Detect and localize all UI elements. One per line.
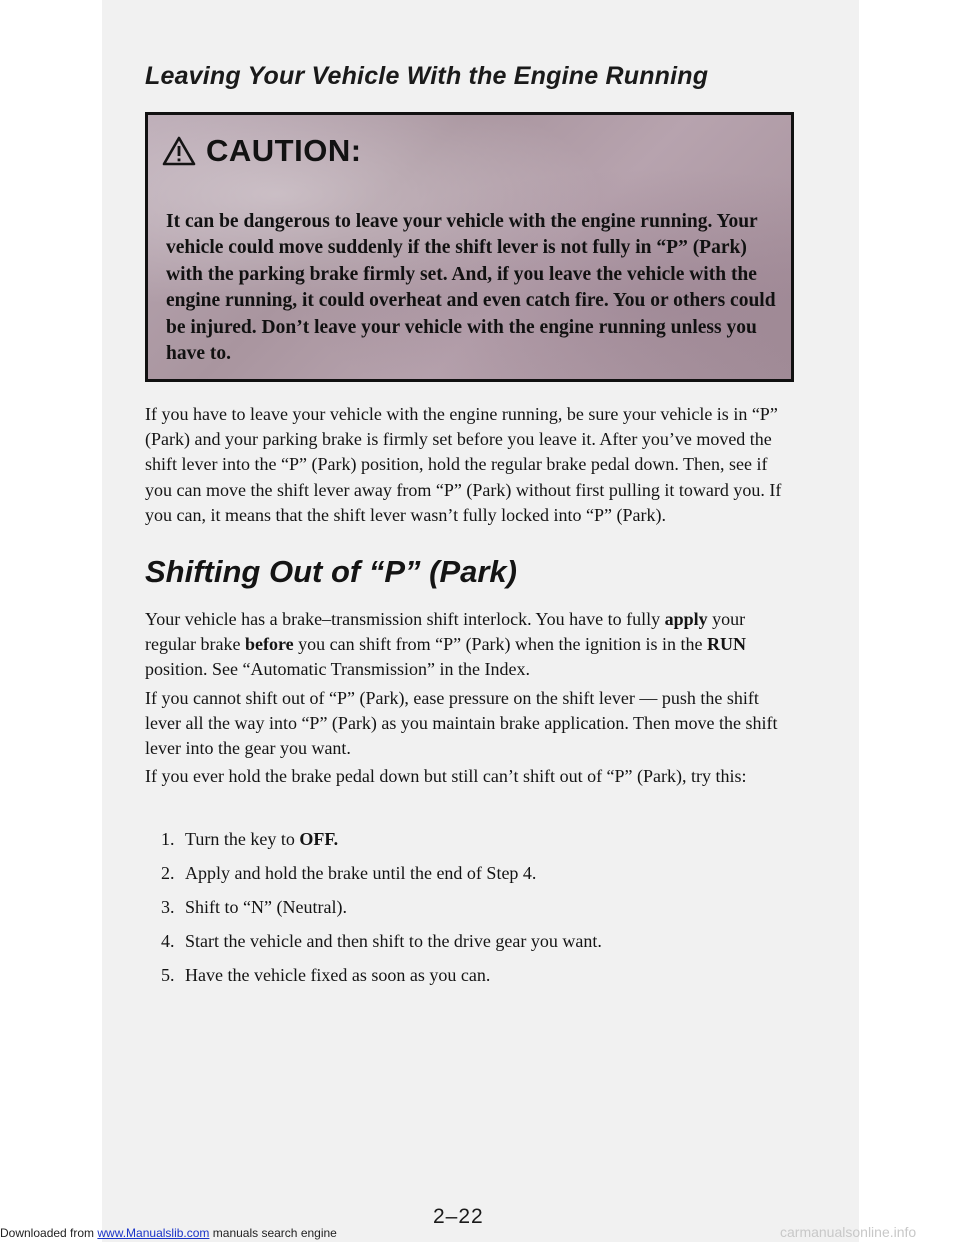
section2-paragraph-2: If you cannot shift out of “P” (Park), ease pressure on the shift lever — push the shift lever all the way into “P” (Park) as you maintain brake application. Then move the shift lever into the gear you want. bbox=[145, 688, 778, 759]
caution-title: CAUTION: bbox=[206, 133, 362, 168]
footer-text: manuals search engine bbox=[209, 1226, 337, 1240]
download-footer bbox=[0, 1226, 337, 1240]
bold-term-apply: apply bbox=[664, 609, 708, 629]
step-number: 4. bbox=[161, 931, 175, 951]
list-item bbox=[161, 930, 602, 964]
step-text: Apply and hold the brake until the end of Step 4. bbox=[185, 863, 537, 883]
step-number: 5. bbox=[161, 965, 175, 985]
steps-list bbox=[161, 828, 602, 998]
warning-triangle-icon bbox=[162, 136, 196, 166]
section-heading-leaving-vehicle: Leaving Your Vehicle With the Engine Running bbox=[145, 62, 709, 90]
watermark: carmanualsonline.info bbox=[780, 1224, 917, 1240]
step-number: 2. bbox=[161, 863, 175, 883]
list-item bbox=[161, 828, 602, 862]
paragraph-text: your regular brake bbox=[145, 609, 746, 655]
footer-text: Downloaded from bbox=[0, 1226, 98, 1240]
step-bold-text: OFF. bbox=[299, 829, 339, 849]
list-item bbox=[161, 862, 602, 896]
manualslib-link[interactable]: www.Manualslib.com bbox=[97, 1226, 210, 1240]
step-text: Have the vehicle fixed as soon as you can. bbox=[185, 965, 491, 985]
step-number: 3. bbox=[161, 897, 175, 917]
list-item bbox=[161, 896, 602, 930]
paragraph-text: you can shift from “P” (Park) when the ignition is in the bbox=[293, 634, 708, 655]
caution-header bbox=[162, 133, 362, 169]
caution-box bbox=[145, 112, 794, 382]
bold-term-run: RUN bbox=[707, 634, 747, 655]
section1-body: If you have to leave your vehicle with the engine running, be sure your vehicle is in “P” (Park) and your parking brake is firmly set before you leave it. After you’ve moved the shift lever into the “P” (Park) position, hold the regular brake pedal down. Then, see if you can move the shift lever away from “P” (Park) without first pulling it toward you. If you can, it means that the shift lever wasn’t fully locked into “P” (Park). bbox=[145, 404, 782, 525]
step-number: 1. bbox=[161, 829, 175, 849]
section2-paragraph-1 bbox=[145, 607, 795, 683]
step-text: Start the vehicle and then shift to the drive gear you want. bbox=[185, 931, 602, 951]
paragraph-text: Your vehicle has a brake–transmission shift interlock. You have to fully bbox=[145, 609, 665, 629]
page-number: 2–22 bbox=[433, 1205, 484, 1228]
bold-term-before: before bbox=[244, 634, 294, 655]
step-text: Turn the key to bbox=[185, 829, 300, 849]
paragraph-text: position. See “Automatic Transmission” in the Index. bbox=[145, 659, 530, 680]
list-item bbox=[161, 964, 602, 998]
step-text: Shift to “N” (Neutral). bbox=[185, 897, 347, 917]
section2-paragraph-3: If you ever hold the brake pedal down but still can’t shift out of “P” (Park), try this: bbox=[145, 766, 747, 786]
section-heading-shifting-out-of-park: Shifting Out of “P” (Park) bbox=[145, 554, 517, 589]
caution-text: It can be dangerous to leave your vehicle with the engine running. Your vehicle could move suddenly if the shift lever is not fully in “P” (Park) with the parking brake firmly set. And, if you leave the vehicle with the engine running, it could overheat and even catch fire. You or others could be injured. Don’t leave your vehicle with the engine running unless you have to. bbox=[166, 211, 776, 365]
